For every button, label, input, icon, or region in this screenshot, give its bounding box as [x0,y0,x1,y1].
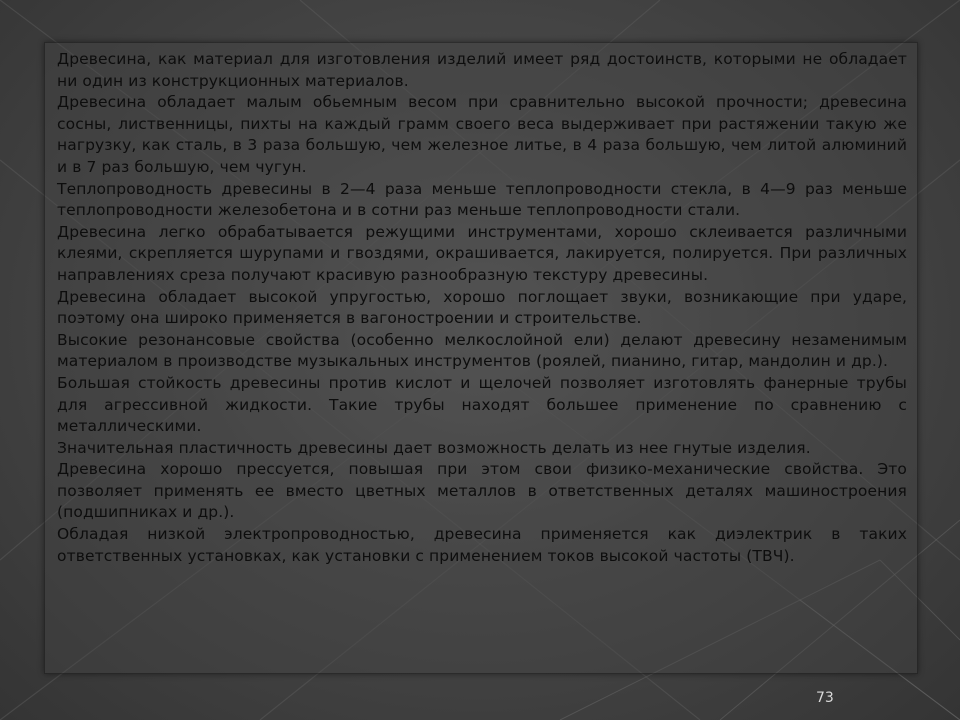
paragraph-3: Теплопроводность древесины в 2—4 раза меньше теплопроводности стекла, в 4—9 раз меньше теплопроводности железобетона и в сотни раз меньше теплопроводности стали. [57,179,907,220]
text-block [57,49,907,567]
paragraph-9: Древесина хорошо прессуется, повышая при этом свои физико-механические свойства. Это позволяет применять ее вместо цветных металлов в ответственных деталях машиностроения (подшипниках и др.). [57,460,907,522]
paragraph-6: Высокие резонансовые свойства (особенно мелкослойной ели) делают древесину незаменимым материалом в производстве музыкальных инструментов (роялей, пианино, гитар, мандолин и др.). [57,330,907,371]
paragraph-1: Древесина, как материал для изготовления изделий имеет ряд достоинств, которыми не обладает ни один из конструкционных материалов. [57,50,907,90]
paragraph-2: Древесина обладает малым обьемным весом при сравнительно высокой прочности; древесина сосны, лиственницы, пихты на каждый грамм своего веса выдерживает при растяжении такую же нагрузку, как сталь, в 3 раза большую, чем железное литье, в 4 раза большую, чем литой алюминий и в 7 раз большую, чем чугун. [57,93,907,176]
paragraph-7: Большая стойкость древесины против кислот и щелочей позволяет изготовлять фанерные трубы для агрессивной жидкости. Такие трубы находят большее применение по сравнению с металлическими. [57,373,907,436]
paragraph-8: Значительная пластичность древесины дает возможность делать из нее гнутые изделия. [57,438,811,457]
paragraph-4: Древесина легко обрабатывается режущими инструментами, хорошо склеивается различными клеями, скрепляется шурупами и гвоздями, окрашивается, лакируется, полируется. При различных направлениях среза получают красивую разнообразную текстуру древесины. [57,222,907,284]
paragraph-5: Древесина обладает высокой упругостью, хорошо поглощает звуки, возникающие при ударе, поэтому она широко применяется в вагоностроении и строительстве. [57,287,907,328]
page-number: 73 [816,690,834,706]
content-panel [44,42,918,674]
paragraph-10: Обладая низкой электропроводностью, древесина применяется как диэлектрик в таких ответственных установках, как установки с применением токов высокой частоты (ТВЧ). [57,525,907,565]
